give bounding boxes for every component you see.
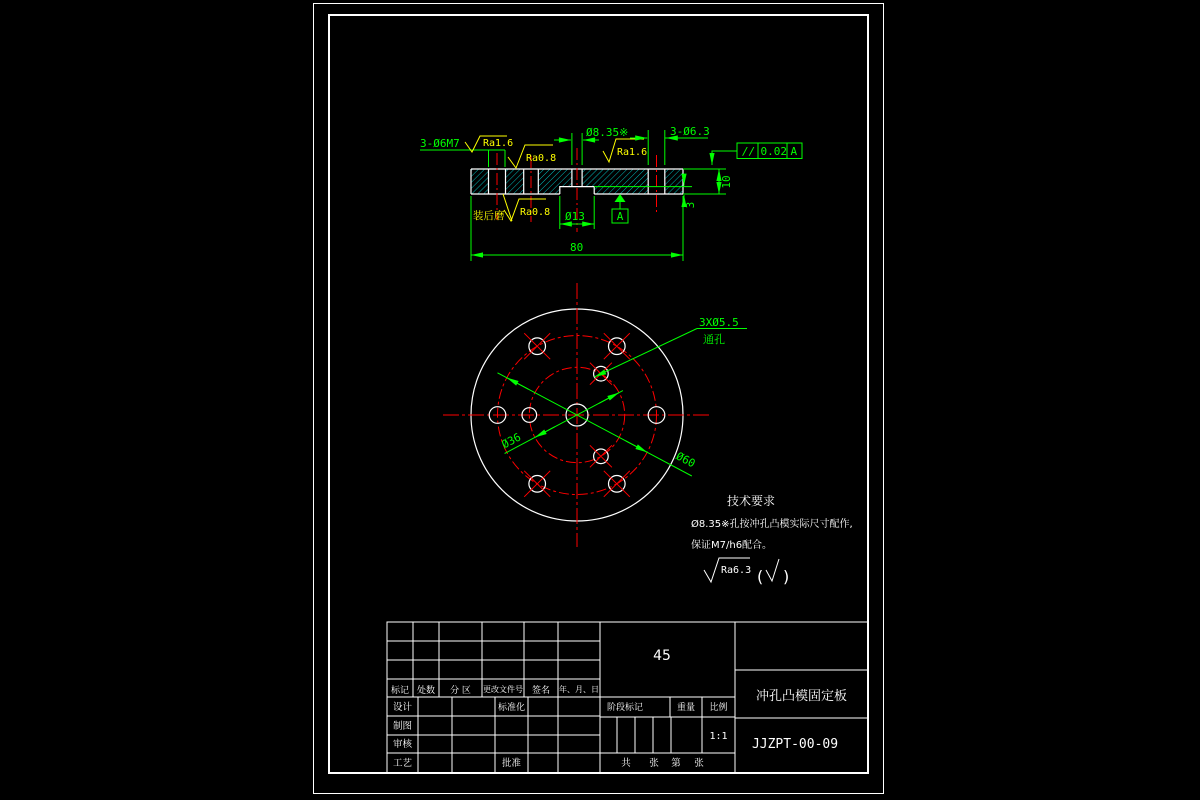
- inner-bc-dim: [500, 391, 623, 454]
- thickness-value: 10: [720, 175, 733, 189]
- outer-bc-value: Ø60: [673, 449, 698, 471]
- tb-process: 工艺: [392, 758, 413, 769]
- cbore-dia-dim: [560, 196, 594, 229]
- tb-sheet-zhang1: 张: [649, 758, 659, 769]
- plan-view: [443, 283, 747, 547]
- tb-header-mark: 标记: [390, 686, 410, 696]
- grind-note-text: 装后磨: [473, 210, 505, 222]
- paren-close: ): [783, 567, 790, 586]
- tb-approve: 批准: [501, 758, 522, 769]
- thickness-dim: [683, 169, 733, 194]
- tb-scale-label: 比例: [709, 703, 728, 713]
- inner-bc-value: Ø36: [499, 430, 524, 452]
- roughness-bottom-value: Ra0.8: [520, 207, 551, 218]
- paren-open: (: [757, 567, 764, 586]
- title-block: [387, 622, 868, 773]
- datum-label: A: [616, 210, 624, 223]
- tech-requirements: [691, 493, 853, 586]
- tolerance-datum-ref: A: [790, 145, 798, 158]
- general-roughness: [704, 558, 789, 586]
- tolerance-value: 0.02: [760, 145, 787, 158]
- roughness-punch-hole: [603, 139, 647, 162]
- tb-sheet-total: 共: [621, 758, 631, 769]
- roughness-top-face: [508, 145, 556, 168]
- roughness-punch-value: Ra1.6: [617, 147, 648, 158]
- tb-drawing-number: JJZPT-00-09: [751, 737, 839, 752]
- tb-standardization: 标准化: [497, 703, 526, 713]
- datum-flag: [612, 194, 628, 223]
- through-hole-label: 3XØ5.5: [699, 316, 739, 329]
- tb-scale-value: 1:1: [709, 731, 728, 742]
- tb-header-docno: 更改文件号: [483, 685, 523, 694]
- general-roughness-value: Ra6.3: [721, 565, 752, 576]
- tech-line-2: 保证M7/h6配合。: [691, 540, 773, 551]
- other-roughness-check: [766, 559, 779, 581]
- tb-weight-label: 重量: [676, 703, 696, 713]
- tb-design: 设计: [392, 702, 413, 713]
- grind-note: [473, 194, 550, 222]
- roughness-top-value: Ra0.8: [526, 153, 557, 164]
- clearance-hole-label: 3-Ø6.3: [670, 125, 710, 138]
- tb-sheet-zhang2: 张: [694, 758, 704, 769]
- cbore-depth-value: 3: [684, 201, 697, 209]
- punch-hole-dim: [554, 126, 628, 165]
- outer-bc-dim: [498, 373, 698, 476]
- tb-material: 45: [653, 648, 671, 664]
- section-view: [420, 125, 802, 261]
- tech-title: 技术要求: [727, 494, 776, 508]
- cbore-dia-value: Ø13: [565, 210, 585, 223]
- tb-sheet-no: 第: [671, 758, 681, 769]
- roughness-tapped-value: Ra1.6: [483, 138, 514, 149]
- punch-hole-label: Ø8.35※: [586, 126, 629, 139]
- tb-header-zone: 分 区: [450, 686, 471, 696]
- tb-header-count: 处数: [416, 686, 436, 696]
- tb-header-date: 年、月、日: [559, 685, 599, 694]
- tb-check: 审核: [392, 739, 413, 750]
- tb-draw: 制图: [392, 721, 413, 732]
- sheet-border: [314, 4, 884, 794]
- tb-header-sign: 签名: [531, 686, 551, 696]
- tb-stage-label: 阶段标记: [607, 703, 644, 713]
- tolerance-frame: [712, 143, 802, 165]
- tech-line-1: Ø8.35※孔按冲孔凸模实际尺寸配作,: [691, 519, 853, 530]
- clearance-hole-dim: [630, 125, 710, 165]
- tapped-hole-label: 3-Ø6M7: [420, 137, 460, 150]
- width-value: 80: [570, 241, 584, 254]
- tb-part-name: 冲孔凸模固定板: [755, 689, 848, 704]
- through-hole-note: 通孔: [703, 333, 725, 346]
- tolerance-symbol: //: [742, 145, 756, 158]
